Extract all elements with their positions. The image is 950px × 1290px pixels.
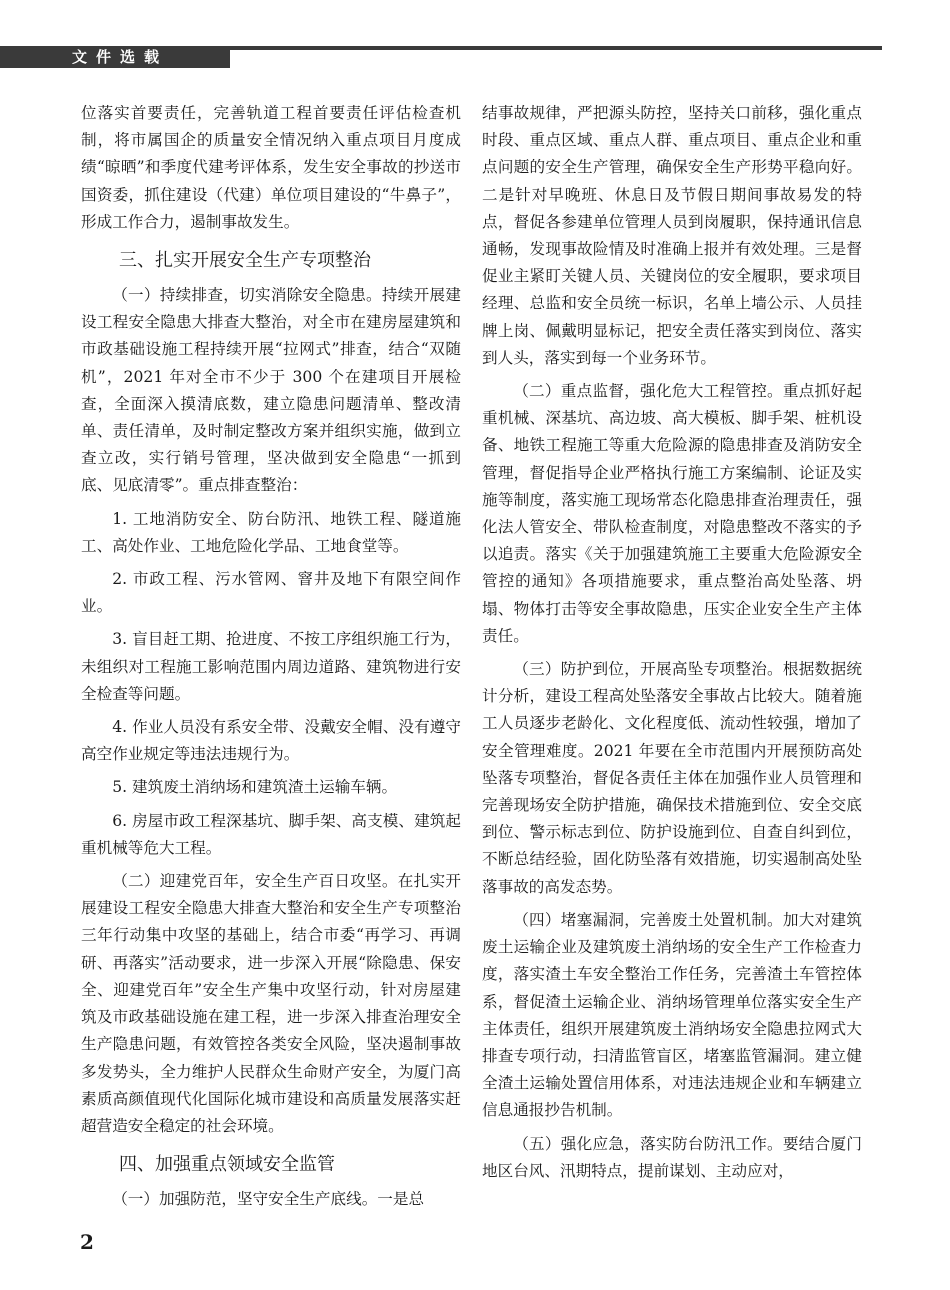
list-item: 4. 作业人员没有系安全带、没戴安全帽、没有遵守高空作业规定等违法违规行为。 (81, 718, 461, 764)
right-column (482, 100, 862, 1185)
paragraph: 位落实首要责任，完善轨道工程首要责任评估检查机制，将市属国企的质量安全情况纳入重点项目月度成绩“晾晒”和季度代建考评体系，发生安全事故的抄送市国资委，抓住建设（代建）单位项目建设的“牛鼻子”，形成工作合力，遏制事故发生。 (81, 104, 461, 231)
list-item: 1. 工地消防安全、防台防汛、地铁工程、隧道施工、高处作业、工地危险化学品、工地食堂等。 (81, 509, 461, 555)
paragraph: （四）堵塞漏洞，完善废土处置机制。加大对建筑废土运输企业及建筑废土消纳场的安全生产工作检查力度，落实渣土车安全整治工作任务，完善渣土车管控体系，督促渣土运输企业、消纳场管理单位落实安全生产主体责任，组织开展建筑废土消纳场安全隐患拉网式大排查专项行动，扫清监管盲区，堵塞监管漏洞。建立健全渣土运输处置信用体系，对违法违规企业和车辆建立信息通报抄告机制。 (482, 910, 862, 1120)
section-label: 文件选载 (0, 46, 230, 68)
list-item: 3. 盲目赶工期、抢进度、不按工序组织施工行为，未组织对工程施工影响范围内周边道路、建筑物进行安全检查等问题。 (81, 630, 461, 703)
paragraph: （一）加强防范，坚守安全生产底线。一是总 (112, 1190, 425, 1209)
left-column (81, 100, 461, 1213)
page-number: 2 (80, 1230, 94, 1254)
paragraph: （二）重点监督，强化危大工程管控。重点抓好起重机械、深基坑、高边坡、高大模板、脚手架、桩机设备、地铁工程施工等重大危险源的隐患排查及消防安全管理，督促指导企业严格执行施工方案编制、论证及实施等制度，落实施工现场常态化隐患排查治理责任，强化法人管安全、带队检查制度，对隐患整改不落实的予以追责。落实《关于加强建筑施工主要重大危险源安全管控的通知》各项措施要求，重点整治高处坠落、坍塌、物体打击等安全事故隐患，压实企业安全生产主体责任。 (482, 382, 862, 645)
list-item: 2. 市政工程、污水管网、窨井及地下有限空间作业。 (81, 570, 461, 616)
paragraph: 结事故规律，严把源头防控，坚持关口前移，强化重点时段、重点区域、重点人群、重点项目、重点企业和重点问题的安全生产管理，确保安全生产形势平稳向好。二是针对早晚班、休息日及节假日期间事故易发的特点，督促各参建单位管理人员到岗履职，保持通讯信息通畅，发现事故险情及时准确上报并有效处理。三是督促业主紧盯关键人员、关键岗位的安全履职，要求项目经理、总监和安全员统一标识，名单上墙公示、人员挂牌上岗、佩戴明显标记，把安全责任落实到岗位、落实到人头，落实到每一个业务环节。 (482, 104, 862, 367)
paragraph: （三）防护到位，开展高坠专项整治。根据数据统计分析，建设工程高处坠落安全事故占比较大。随着施工人员逐步老龄化、文化程度低、流动性较强，增加了安全管理难度。2021 年要在全市范围内开展预防高处坠落专项整治，督促各责任主体在加强作业人员管理和完善现场安全防护措施，确保技术措施到位、安全交底到位、警示标志到位、防护设施到位、自查自纠到位，不断总结经验，固化防坠落有效措施，切实遏制高处坠落事故的高发态势。 (482, 660, 862, 896)
paragraph: （五）强化应急，落实防台防汛工作。要结合厦门地区台风、汛期特点，提前谋划、主动应对， (482, 1134, 862, 1180)
list-item: 6. 房屋市政工程深基坑、脚手架、高支模、建筑起重机械等危大工程。 (81, 811, 461, 857)
section-heading: 四、加强重点领域安全监管 (119, 1154, 335, 1176)
paragraph: （二）迎建党百年，安全生产百日攻坚。在扎实开展建设工程安全隐患大排查大整治和安全生产专项整治三年行动集中攻坚的基础上，结合市委“再学习、再调研、再落实”活动要求，进一步深入开展“除隐患、保安全、迎建党百年”安全生产集中攻坚行动，针对房屋建筑及市政基础设施在建工程，进一步深入排查治理安全生产隐患问题，有效管控各类安全风险，坚决遏制事故多发势头，全力维护人民群众生命财产安全，为厦门高素质高颜值现代化国际化城市建设和高质量发展落实赶超营造安全稳定的社会环境。 (81, 872, 461, 1135)
section-heading: 三、扎实开展安全生产专项整治 (119, 250, 371, 272)
paragraph: （一）持续排查，切实消除安全隐患。持续开展建设工程安全隐患大排查大整治，对全市在建房屋建筑和市政基础设施工程持续开展“拉网式”排查，结合“双随机”，2021 年对全市不少于 300 个在建项目开展检查，全面深入摸清底数，建立隐患问题清单、整改清单、责任清单，及时制定整改方案并组织实施，做到立查立改，实行销号管理，坚决做到安全隐患“一抓到底、见底清零”。重点排查整治： (81, 286, 461, 495)
list-item: 5. 建筑废土消纳场和建筑渣土运输车辆。 (112, 778, 398, 797)
